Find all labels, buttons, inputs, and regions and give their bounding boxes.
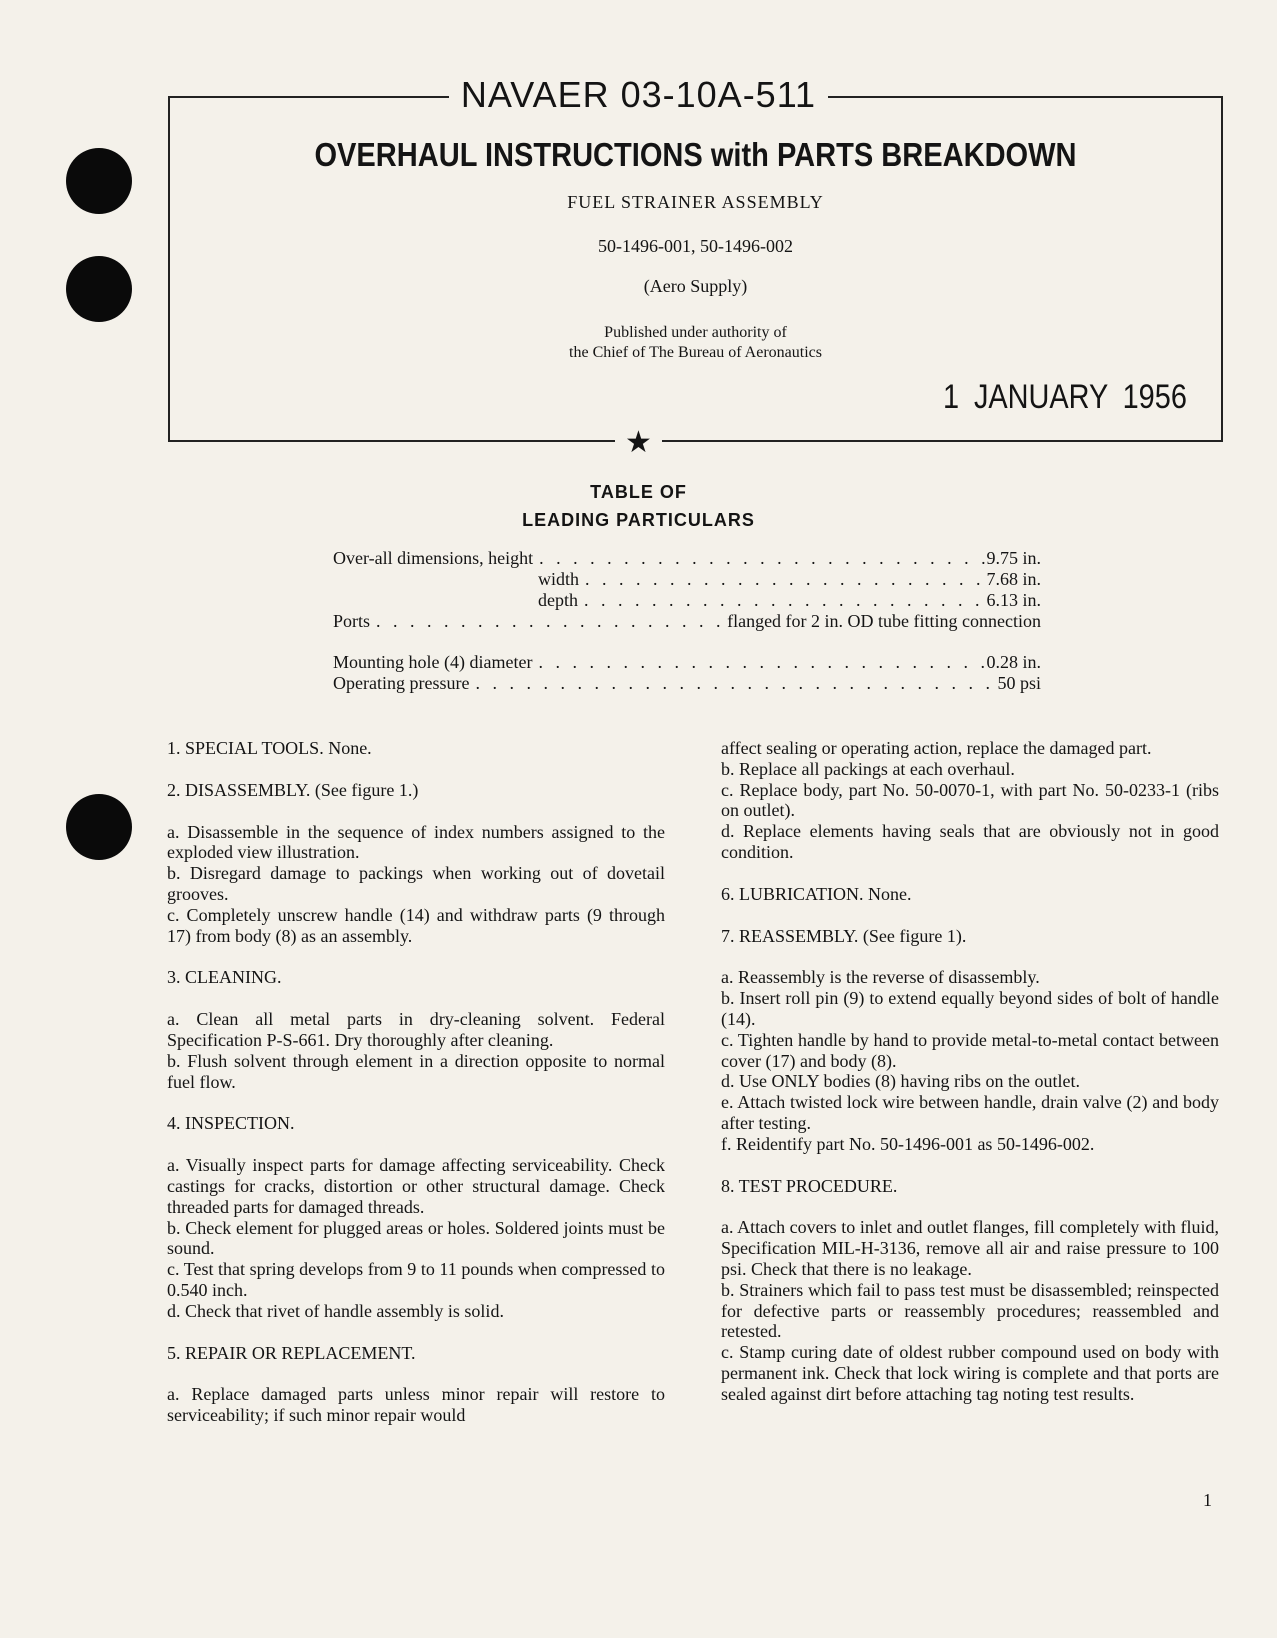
paragraph: a. Visually inspect parts for damage affecting serviceability. Check castings for cracks, distortion or other structural damage. Check threaded parts for damaged threads. xyxy=(167,1155,665,1217)
particulars-row: depth . . . 6.13 in. xyxy=(333,590,1041,611)
paragraph: a. Clean all metal parts in dry-cleaning solvent. Federal Specification P-S-661. Dry thoroughly after cleaning. xyxy=(167,1009,665,1050)
star-icon: ★ xyxy=(0,425,1277,460)
paragraph: b. Disregard damage to packings when working out of dovetail grooves. xyxy=(167,863,665,904)
section-heading: 1. SPECIAL TOOLS. None. xyxy=(167,738,372,758)
paragraph: d. Use ONLY bodies (8) having ribs on the outlet. xyxy=(721,1071,1080,1092)
paragraph: a. Reassembly is the reverse of disassembly. xyxy=(721,967,1040,988)
particulars-heading-1: TABLE OF xyxy=(590,482,687,502)
section-heading: 7. REASSEMBLY. (See figure 1). xyxy=(721,925,967,946)
particulars-row: Mounting hole (4) diameter . . . 0.28 in. xyxy=(333,652,1041,673)
publication-date: 1 JANUARY 1956 xyxy=(943,378,1187,416)
section-heading: 2. DISASSEMBLY. (See figure 1.) xyxy=(167,779,419,800)
paragraph: b. Strainers which fail to pass test must be disassembled; reinspected for defective parts or reassembly procedures; reassembled and retested. xyxy=(721,1279,1219,1342)
particulars-row: Operating pressure . . . 50 psi xyxy=(333,673,1041,694)
subject-line: FUEL STRAINER ASSEMBLY xyxy=(567,192,824,212)
paragraph: a. Replace damaged parts unless minor repair will restore to serviceability; if such minor repair would xyxy=(167,1384,665,1426)
section-heading: 4. INSPECTION. xyxy=(167,1113,295,1134)
binder-hole-middle xyxy=(66,256,132,322)
page-number: 1 xyxy=(1203,1490,1212,1510)
paragraph: a. Attach covers to inlet and outlet flanges, fill completely with fluid, Specification MIL-H-3136, remove all air and raise pressure to 100 psi. Check that there is no leakage. xyxy=(721,1217,1219,1279)
paragraph: b. Replace all packings at each overhaul. xyxy=(721,758,1015,779)
section-heading: 5. REPAIR OR REPLACEMENT. xyxy=(167,1342,416,1363)
particulars-row: Over-all dimensions, height . . . 9.75 in. xyxy=(333,548,1041,569)
document-title: OVERHAUL INSTRUCTIONS with PARTS BREAKDOWN xyxy=(314,136,1077,173)
paragraph: c. Replace body, part No. 50-0070-1, with part No. 50-0233-1 (ribs on outlet). xyxy=(721,779,1219,821)
particulars-row: Ports . . . flanged for 2 in. OD tube fitting connection xyxy=(333,611,1041,632)
paragraph: e. Attach twisted lock wire between handle, drain valve (2) and body after testing. xyxy=(721,1092,1219,1133)
section-heading: 6. LUBRICATION. None. xyxy=(721,883,912,904)
paragraph: a. Disassemble in the sequence of index numbers assigned to the exploded view illustration. xyxy=(167,821,665,863)
paragraph: d. Check that rivet of handle assembly is solid. xyxy=(167,1300,504,1321)
manufacturer: (Aero Supply) xyxy=(643,276,748,296)
section-heading: 3. CLEANING. xyxy=(167,967,282,988)
paragraph: b. Flush solvent through element in a direction opposite to normal fuel flow. xyxy=(167,1050,665,1092)
binder-hole-top xyxy=(66,148,132,214)
authority-line-2: the Chief of The Bureau of Aeronautics xyxy=(569,344,822,361)
section-heading: 8. TEST PROCEDURE. xyxy=(721,1175,898,1196)
paragraph: c. Stamp curing date of oldest rubber compound used on body with permanent ink. Check that lock wiring is complete and that ports are sealed against dirt before attaching tag noting test results. xyxy=(721,1342,1219,1404)
paragraph: b. Check element for plugged areas or holes. Soldered joints must be sound. xyxy=(167,1217,665,1259)
part-numbers: 50-1496-001, 50-1496-002 xyxy=(598,236,793,256)
paragraph: d. Replace elements having seals that are obviously not in good condition. xyxy=(721,821,1219,862)
particulars-row: width . . . 7.68 in. xyxy=(333,569,1041,590)
particulars-table xyxy=(333,548,1041,694)
paragraph: c. Tighten handle by hand to provide metal-to-metal contact between cover (17) and body (8). xyxy=(721,1029,1219,1071)
paragraph: c. Completely unscrew handle (14) and withdraw parts (9 through 17) from body (8) as an assembly. xyxy=(167,904,665,946)
right-column xyxy=(721,738,1219,1405)
binder-hole-lower xyxy=(66,794,132,860)
left-column xyxy=(167,738,665,1426)
publication-number: NAVAER 03-10A-511 xyxy=(0,74,1277,116)
paragraph: f. Reidentify part No. 50-1496-001 as 50-1496-002. xyxy=(721,1133,1095,1154)
authority-line-1: Published under authority of xyxy=(604,324,787,341)
paragraph: affect sealing or operating action, replace the damaged part. xyxy=(721,738,1152,758)
paragraph: c. Test that spring develops from 9 to 11 pounds when compressed to 0.540 inch. xyxy=(167,1259,665,1300)
paragraph: b. Insert roll pin (9) to extend equally beyond sides of bolt of handle (14). xyxy=(721,988,1219,1029)
particulars-heading-2: LEADING PARTICULARS xyxy=(522,510,755,530)
